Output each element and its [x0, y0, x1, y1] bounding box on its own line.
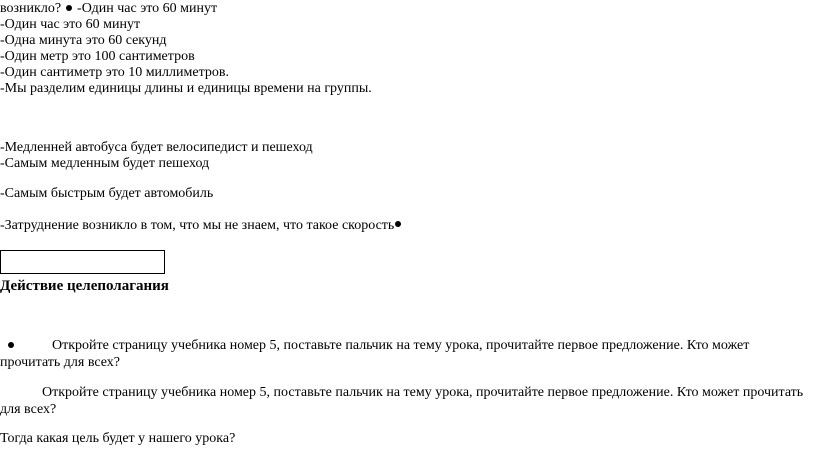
paragraph-1-text: Откройте страницу учебника номер 5, поставьте пальчик на тему урока, прочитайте первое предложение. Кто может прочитать для всех?	[0, 338, 750, 370]
text-line-0	[0, 1, 217, 17]
bullet-icon	[8, 342, 14, 348]
paragraph-2: Откройте страницу учебника номер 5, поставьте пальчик на тему урока, прочитайте первое предложение. Кто может прочитать для всех?	[0, 385, 804, 417]
text-line-7: -Самым медленным будет пешеход	[0, 156, 210, 171]
text-line-9	[0, 218, 401, 234]
text-line-6: -Медленней автобуса будет велосипедист и пешеход	[0, 140, 313, 155]
bullet-icon	[395, 221, 401, 227]
line9-text: -Затруднение возникло в том, что мы не знаем, что такое скорость	[0, 218, 395, 233]
text-line-8: -Самым быстрым будет автомобиль	[0, 186, 214, 201]
text-line-1: -Один час это 60 минут	[0, 17, 141, 32]
text-line-2: -Одна минута это 60 секунд	[0, 33, 167, 48]
section-heading: Действие целеполагания	[0, 278, 169, 294]
paragraph-3: Тогда какая цель будет у нашего урока?	[0, 431, 236, 446]
bullet-icon	[66, 5, 72, 11]
paragraph-1	[0, 337, 812, 371]
line0-prefix: возникло?	[0, 1, 62, 16]
line0-text: -Один час это 60 минут	[77, 1, 218, 16]
text-line-3: -Один метр это 100 сантиметров	[0, 49, 195, 64]
text-line-5: -Мы разделим единицы длины и единицы времени на группы.	[0, 81, 372, 96]
empty-input-box[interactable]	[0, 250, 165, 274]
text-line-4: -Один сантиметр это 10 миллиметров.	[0, 65, 229, 80]
